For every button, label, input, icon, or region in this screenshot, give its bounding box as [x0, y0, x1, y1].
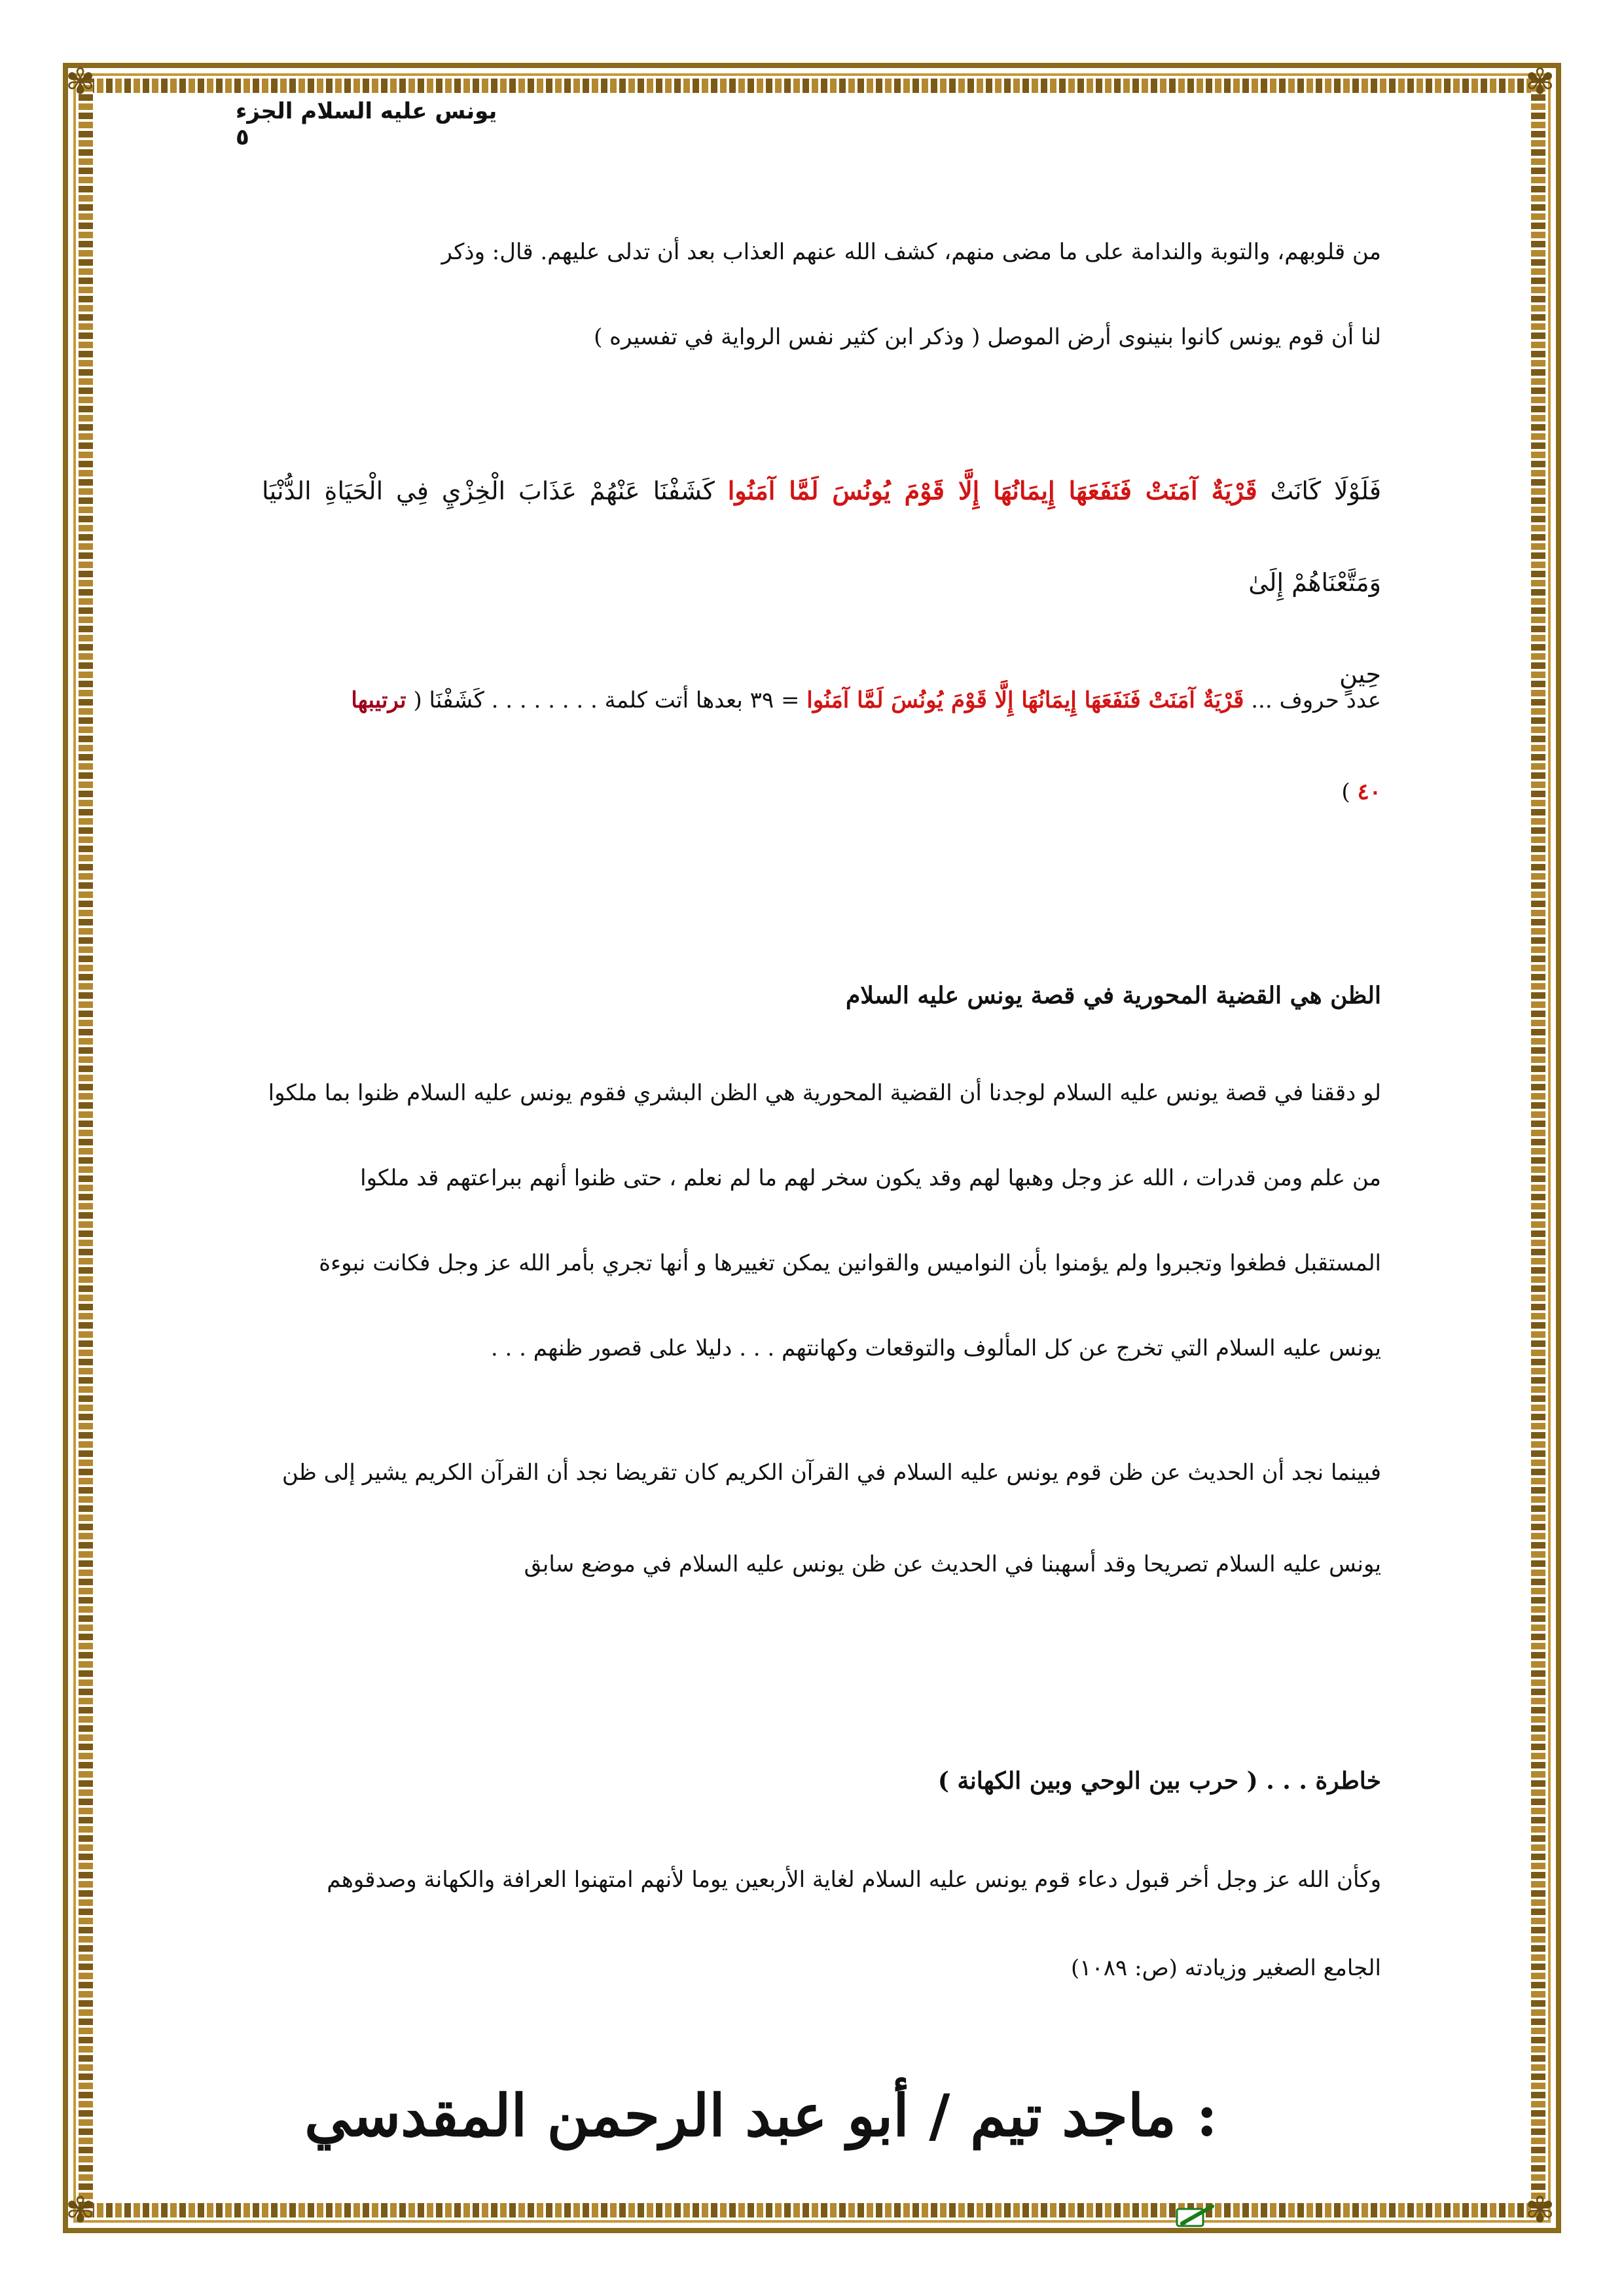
pen-icon [1176, 2176, 1218, 2202]
section-paragraph [262, 1050, 1381, 1391]
section-paragraph [262, 1836, 1381, 2013]
intro-paragraph [262, 209, 1381, 380]
verse-highlight: قَرْيَةٌ آمَنَتْ فَنَفَعَهَا إِيمَانُهَا إِلَّا قَوْمَ يُونُسَ لَمَّا آمَنُوا [727, 476, 1257, 505]
text-line: المستقبل فطغوا وتجبروا ولم يؤمنوا بأن النواميس والقوانين يمكن تغييرها و أنها تجري بأمر الله عز وجل فكانت نبوءة [319, 1250, 1381, 1276]
count-tartib: ترتيبها [351, 687, 406, 713]
section-heading: خاطرة . . . ( حرب بين الوحي وبين الكهانة ) [937, 1767, 1381, 1795]
section-paragraph [262, 1427, 1381, 1610]
count-close: ) [1341, 779, 1350, 805]
section-heading: الظن هي القضية المحورية في قصة يونس عليه السلام [846, 982, 1381, 1009]
verse-suffix: كَشَفْنَا عَنْهُمْ عَذَابَ الْخِزْيِ فِي الْحَيَاةِ الدُّنْيَا وَمَتَّعْنَاهُمْ إِلَىٰ [262, 476, 1381, 597]
border-band-right [1531, 79, 1545, 2217]
text-line: فبينما نجد أن الحديث عن ظن قوم يونس عليه السلام في القرآن الكريم كان تقريضا نجد أن القرآن الكريم يشير إلى ظن [281, 1460, 1381, 1486]
corner-ornament-icon: ✾ [1525, 2189, 1555, 2231]
verse-last-word: حِينٍ [1339, 660, 1381, 689]
text-line: وكأن الله عز وجل أخر قبول دعاء قوم يونس عليه السلام لغاية الأربعين يوما لأنهم امتهنوا العرافة والكهانة وصدقوهم [327, 1867, 1381, 1893]
corner-ornament-icon: ✾ [65, 61, 96, 102]
verse-prefix: فَلَوْلَا كَانَتْ [1270, 476, 1381, 505]
count-prefix: عدد حروف ... [1251, 687, 1381, 713]
signature-text: : ماجد تيم / أبو عبد الرحمن المقدسي [304, 2081, 1218, 2149]
letter-count-note [262, 655, 1381, 838]
text-line: لو دققنا في قصة يونس عليه السلام لوجدنا أن القضية المحورية هي الظن البشري فقوم يونس عليه السلام ظنوا بما ملكوا [268, 1080, 1381, 1106]
border-band-top [79, 79, 1545, 93]
border-band-left [79, 79, 93, 2217]
text-line: من علم ومن قدرات ، الله عز وجل وهبها لهم وقد يكون سخر لهم ما لم نعلم ، حتى ظنوا أنهم ببراعتهم قد ملكوا [360, 1165, 1381, 1191]
text-line: يونس عليه السلام التي تخرج عن كل المألوف والتوقعات وكهانتهم . . . دليلا على قصور ظنهم . . . [490, 1335, 1381, 1361]
page-header: يونس عليه السلام الجزء ٥ [236, 98, 497, 151]
count-highlight: قَرْيَةٌ آمَنَتْ فَنَفَعَهَا إِيمَانُهَا إِلَّا قَوْمَ يُونُسَ لَمَّا آمَنُوا [806, 687, 1244, 713]
text-line: الجامع الصغير وزيادته (ص: ١٠٨٩) [1071, 1955, 1381, 1981]
count-number: ٤٠ [1357, 779, 1381, 805]
corner-ornament-icon: ✾ [1525, 61, 1555, 102]
author-signature [236, 2081, 1218, 2217]
count-middle: = ٣٩ بعدها أتت كلمة . . . . . . . . كَشَفْنَا ( [413, 687, 800, 713]
text-line: يونس عليه السلام تصريحا وقد أسهبنا في الحديث عن ظن يونس عليه السلام في موضع سابق [524, 1551, 1381, 1577]
corner-ornament-icon: ✾ [65, 2189, 96, 2231]
text-line: لنا أن قوم يونس كانوا بنينوى أرض الموصل ( وذكر ابن كثير نفس الرواية في تفسيره ) [594, 324, 1381, 350]
text-line: من قلوبهم، والتوبة والندامة على ما مضى منهم، كشف الله عنهم العذاب بعد أن تدلى عليهم. قال: وذكر [441, 239, 1381, 265]
